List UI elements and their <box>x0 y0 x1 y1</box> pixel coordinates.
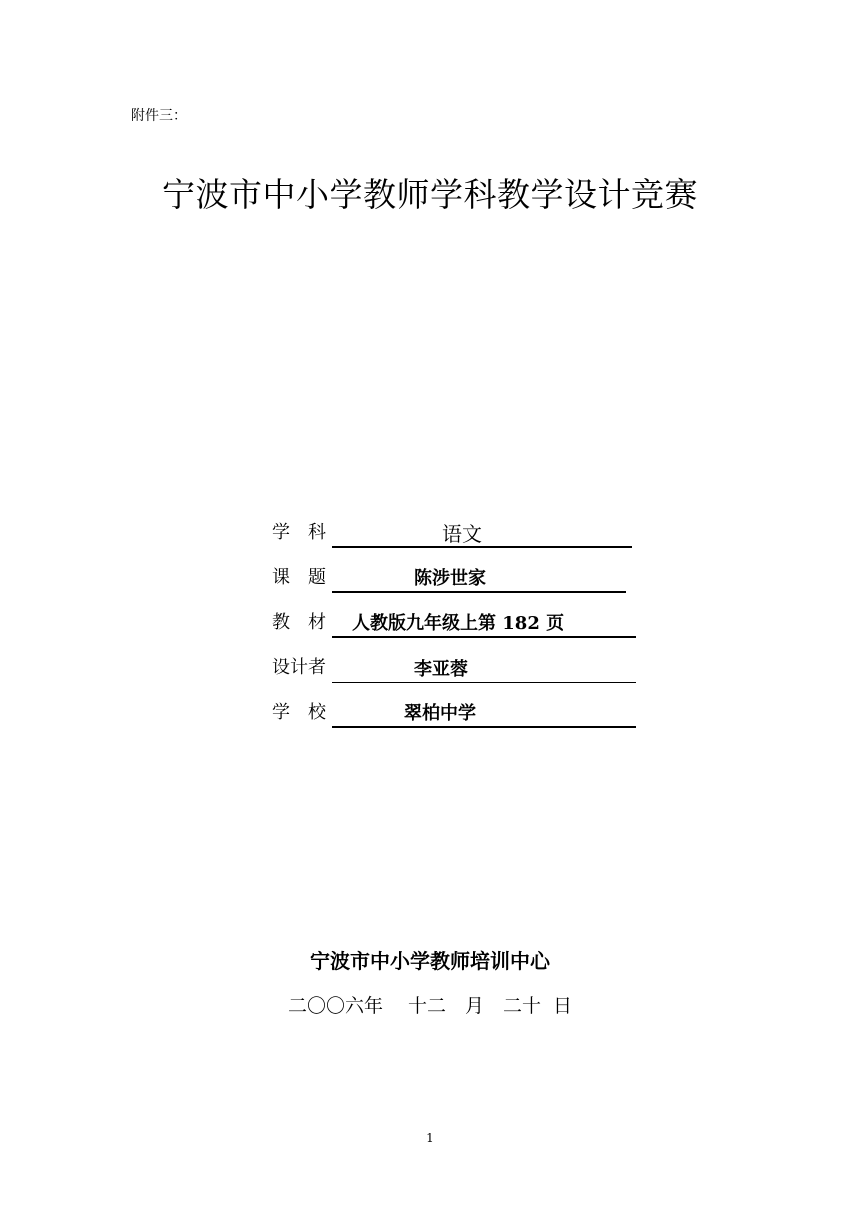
field-value-school: 翠柏中学 <box>404 703 476 724</box>
field-label-subject: 学 科 <box>272 522 326 543</box>
field-value-topic: 陈涉世家 <box>414 568 486 589</box>
page-title: 宁波市中小学教师学科教学设计竞赛 <box>162 175 698 214</box>
field-underline-subject <box>332 520 632 548</box>
field-value-subject: 语文 <box>442 522 482 546</box>
field-underline-designer <box>332 656 636 683</box>
field-label-textbook: 教 材 <box>272 612 326 633</box>
attachment-label: 附件三： <box>131 108 187 124</box>
field-label-topic: 课 题 <box>272 567 326 588</box>
field-label-designer: 设计者 <box>272 657 326 678</box>
page-number: 1 <box>426 1131 434 1145</box>
field-label-school: 学 校 <box>272 702 326 723</box>
field-underline-school <box>332 700 636 728</box>
field-row-designer <box>272 653 652 683</box>
field-row-subject <box>272 518 652 548</box>
organization-name: 宁波市中小学教师培训中心 <box>310 949 550 973</box>
field-row-topic <box>272 563 652 593</box>
document-date: 二〇〇六年 十二 月 二十 日 <box>287 995 573 1017</box>
field-row-school <box>272 698 652 728</box>
field-underline-textbook <box>332 610 636 638</box>
field-underline-topic <box>332 565 626 593</box>
field-value-textbook: 人教版九年级上第 182 页 <box>352 613 565 634</box>
field-value-designer: 李亚蓉 <box>414 659 468 680</box>
field-row-textbook <box>272 608 652 638</box>
